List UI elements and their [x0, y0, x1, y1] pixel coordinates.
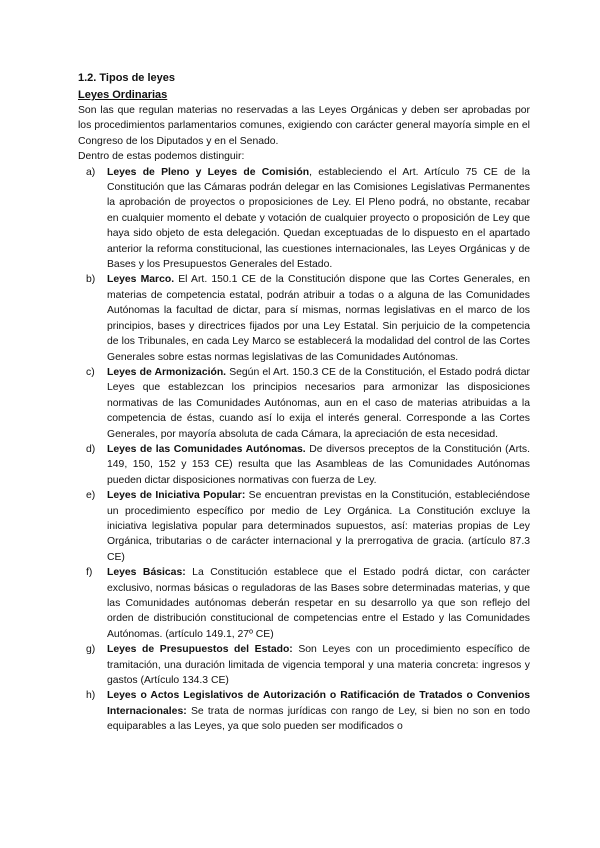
list-item — [78, 442, 530, 488]
list-item-text: La Constitución establece que el Estado podrá dictar, con carácter exclusivo, normas básicas o reguladoras de las Bases sobre determinadas materias, y que las Comunidades autónomas deberán respetar en su desarrollo ya que son reflejo del orden de distribución constitucional de competencias entre el Estado y las Comunidades Autónomas. (artículo 149.1, 27º CE) — [107, 567, 530, 640]
list-item-marker: d) — [86, 443, 96, 455]
list-item-lead: Leyes o Actos Legislativos de Autorización o Ratificación de Tratados o Convenios Internacionales: — [107, 690, 530, 717]
intro-paragraph: Son las que regulan materias no reservadas a las Leyes Orgánicas y deben ser aprobadas por los procedimientos parlamentarios comunes, exigiendo con carácter general mayoría simple en el Congreso de los Diputados y en el Senado. — [78, 105, 530, 147]
list-item-lead: Leyes de las Comunidades Autónomas. — [107, 443, 306, 455]
list-item-marker: a) — [86, 166, 96, 178]
list-item-marker: h) — [86, 690, 96, 702]
list-item-text: Se trata de normas jurídicas con rango de Ley, si bien no son en todo equiparables a las Leyes, ya que solo pueden ser modificados o — [107, 705, 530, 733]
list-item-marker: c) — [86, 366, 95, 378]
list-item — [78, 365, 530, 442]
list-item — [78, 272, 530, 364]
list-item-text: El Art. 150.1 CE de la Constitución dispone que las Cortes Generales, en materias de competencia estatal, podrán atribuir a todas o a alguna de las Comunidades Autónomas la facultad de dictar, para sí mismas, normas legislativas en el marco de los principios, bases y directrices fijados por una Ley Estatal. Sin perjuicio de la competencia de los Tribunales, en cada Ley Marco se establecerá la modalidad del control de las Cortes Generales sobre estas normas legislativas de las Comunidades Autónomas. — [107, 274, 530, 363]
list-item — [78, 488, 530, 565]
list-item-marker: f) — [86, 567, 93, 579]
section-title: 1.2. Tipos de leyes — [78, 72, 176, 84]
list-item — [78, 688, 530, 734]
list-item — [78, 565, 530, 642]
list-item-marker: b) — [86, 274, 96, 286]
list-item — [78, 642, 530, 688]
list-item-lead: Leyes Marco. — [107, 274, 175, 286]
list-item-lead: Leyes de Iniciativa Popular: — [107, 490, 246, 502]
list-item-lead: Leyes Básicas: — [107, 567, 186, 579]
list-item-marker: e) — [86, 490, 96, 502]
list-item-lead: Leyes de Pleno y Leyes de Comisión — [107, 166, 310, 178]
list-item-text: De diversos preceptos de la Constitución (Arts. 149, 150, 152 y 153 CE) resulta que las Asambleas de las Comunidades Autónomas pueden dictar disposiciones normativas con fuerza de Ley. — [107, 443, 530, 486]
law-types-list — [78, 165, 530, 735]
list-intro: Dentro de estas podemos distinguir: — [78, 151, 245, 163]
list-item-lead: Leyes de Presupuestos del Estado: — [107, 644, 293, 656]
page-content — [78, 70, 530, 735]
list-item — [78, 165, 530, 273]
subsection-title: Leyes Ordinarias — [78, 89, 168, 101]
list-item-text: Son Leyes con un procedimiento específico de tramitación, una duración limitada de vigencia temporal y una materia concreta: ingresos y gastos (Artículo 134.3 CE) — [107, 644, 530, 687]
list-item-text: , estableciendo el Art. Artículo 75 CE de la Constitución que las Cámaras podrán delegar en las Comisiones Legislativas Permanentes la aprobación de proyectos o proposiciones de Ley. El Pleno podrá, no obstante, recabar en cualquier momento el debate y votación de cualquier proyecto o proposición de Ley que haya sido objeto de esta delegación. Quedan exceptuadas de lo dispuesto en el apartado anterior la reforma constitucional, las cuestiones internacionales, las Leyes Orgánicas y de Bases y los Presupuestos Generales del Estado. — [107, 166, 531, 271]
list-item-text: Según el Art. 150.3 CE de la Constitución, el Estado podrá dictar Leyes que establezcan los principios necesarios para armonizar las disposiciones normativas de las Comunidades Autónomas, aun en el caso de materias atribuidas a la competencia de éstas, cuando así lo exija el interés general. Corresponde a las Cortes Generales, por mayoría absoluta de cada Cámara, la apreciación de esta necesidad. — [107, 366, 530, 440]
list-item-text: Se encuentran previstas en la Constitución, estableciéndose un procedimiento específico por medio de Ley Orgánica. La Constitución excluye la iniciativa legislativa popular para determinados supuestos, así: materias propias de Ley Orgánica, tributarias o de carácter internacional y la prerrogativa de gracia. (artículo 87.3 CE) — [107, 490, 530, 563]
list-item-marker: g) — [86, 644, 96, 656]
list-item-lead: Leyes de Armonización. — [107, 366, 227, 378]
